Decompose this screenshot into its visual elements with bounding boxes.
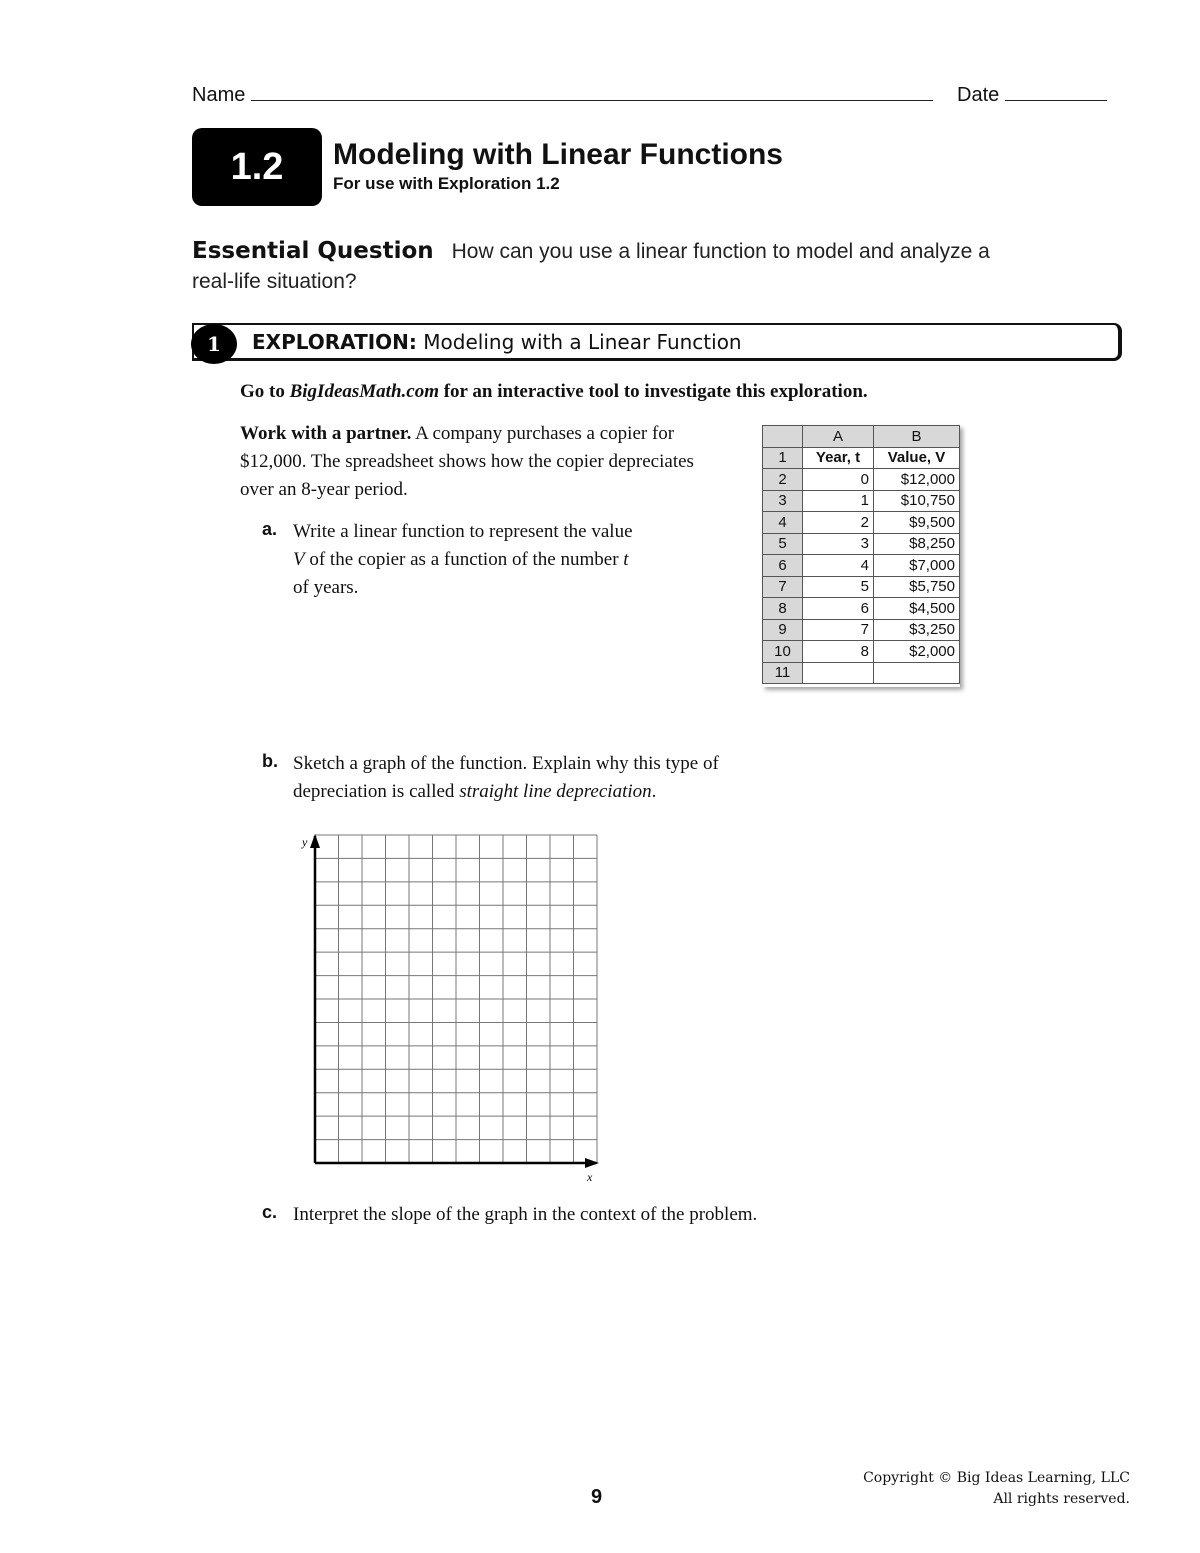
row-number-cell: 5 — [763, 533, 803, 555]
part-c-text: Interpret the slope of the graph in the context of the problem. — [293, 1204, 758, 1225]
corner-cell — [763, 426, 803, 448]
spreadsheet-row — [763, 555, 960, 577]
column-a-cell: Year, t — [803, 447, 874, 469]
row-number-cell: 8 — [763, 598, 803, 620]
spreadsheet-row — [763, 447, 960, 469]
column-b-cell: $10,750 — [874, 490, 960, 512]
name-field[interactable] — [192, 84, 933, 107]
copyright-notice — [863, 1468, 1130, 1510]
column-b-cell: Value, V — [874, 447, 960, 469]
column-b-cell — [874, 662, 960, 684]
y-axis-label: y — [302, 835, 308, 849]
row-number-cell: 4 — [763, 512, 803, 534]
column-a-cell: 5 — [803, 576, 874, 598]
intro-lead: Work with a partner. — [240, 423, 412, 444]
spreadsheet-row — [763, 598, 960, 620]
part-c-letter: c. — [262, 1202, 278, 1222]
spreadsheet-row — [763, 576, 960, 598]
intro-text: A company purchases a copier for $12,000. The spreadsheet shows how the copier depreciates over an 8-year period. — [240, 423, 694, 500]
row-number-cell: 3 — [763, 490, 803, 512]
column-a-cell — [803, 662, 874, 684]
spreadsheet-row — [763, 512, 960, 534]
y-axis-arrow-icon — [310, 834, 320, 848]
column-a-cell: 7 — [803, 619, 874, 641]
spreadsheet-row — [763, 662, 960, 684]
name-label: Name — [192, 84, 246, 106]
goto-prefix: Go to — [240, 381, 290, 402]
copyright-line: Copyright © Big Ideas Learning, LLC — [863, 1470, 1130, 1486]
column-a-cell: 1 — [803, 490, 874, 512]
x-axis-label: x — [587, 1170, 593, 1183]
column-a-cell: 4 — [803, 555, 874, 577]
lesson-title: Modeling with Linear Functions — [333, 138, 783, 171]
spreadsheet-header-row — [763, 426, 960, 448]
column-b-cell: $5,750 — [874, 576, 960, 598]
column-b-cell: $12,000 — [874, 469, 960, 491]
row-number-cell: 11 — [763, 662, 803, 684]
row-number-cell: 10 — [763, 641, 803, 663]
date-field[interactable] — [957, 84, 1107, 107]
spreadsheet-row — [763, 469, 960, 491]
graph-grid[interactable] — [296, 828, 606, 1183]
essential-question — [192, 236, 992, 297]
part-b-text: Sketch a graph of the function. Explain why this type of depreciation is called straight line depreciation. — [293, 753, 719, 802]
essential-question-text: How can you use a linear function to model and analyze a real-life situation? — [192, 240, 990, 293]
goto-instruction — [240, 378, 868, 406]
goto-site-link[interactable]: BigIdeasMath.com — [289, 381, 439, 402]
exploration-title: Modeling with a Linear Function — [423, 330, 742, 354]
spreadsheet-row — [763, 619, 960, 641]
lesson-number-badge: 1.2 — [192, 128, 322, 206]
row-number-cell: 7 — [763, 576, 803, 598]
rights-line: All rights reserved. — [993, 1491, 1130, 1507]
column-b-cell: $4,500 — [874, 598, 960, 620]
row-number-cell: 6 — [763, 555, 803, 577]
exploration-label: EXPLORATION: — [252, 330, 417, 354]
exploration-heading — [252, 330, 742, 354]
spreadsheet-row — [763, 533, 960, 555]
column-a-cell: 3 — [803, 533, 874, 555]
row-number-cell: 2 — [763, 469, 803, 491]
spreadsheet — [762, 425, 960, 687]
column-b-cell: $8,250 — [874, 533, 960, 555]
column-a-cell: 6 — [803, 598, 874, 620]
spreadsheet-row — [763, 490, 960, 512]
row-number-cell: 1 — [763, 447, 803, 469]
column-b-cell: $2,000 — [874, 641, 960, 663]
part-b-letter: b. — [262, 751, 278, 771]
date-label: Date — [957, 84, 1000, 106]
date-blank[interactable] — [1005, 84, 1107, 101]
column-b-cell: $3,250 — [874, 619, 960, 641]
exploration-number: 1 — [191, 324, 237, 364]
spreadsheet-row — [763, 641, 960, 663]
row-number-cell: 9 — [763, 619, 803, 641]
page-number: 9 — [591, 1486, 603, 1508]
column-a-cell: 2 — [803, 512, 874, 534]
column-a-header: A — [803, 426, 874, 448]
essential-question-label: Essential Question — [192, 238, 434, 264]
column-b-cell: $7,000 — [874, 555, 960, 577]
column-b-cell: $9,500 — [874, 512, 960, 534]
goto-suffix: for an interactive tool to investigate this exploration. — [438, 381, 868, 402]
lesson-subtitle: For use with Exploration 1.2 — [333, 174, 560, 193]
column-b-header: B — [874, 426, 960, 448]
part-a-letter: a. — [262, 519, 278, 539]
column-a-cell: 8 — [803, 641, 874, 663]
part-a-text: Write a linear function to represent the value V of the copier as a function of the number t of years. — [293, 521, 633, 598]
column-a-cell: 0 — [803, 469, 874, 491]
name-blank[interactable] — [251, 84, 933, 101]
intro-paragraph — [240, 420, 720, 504]
